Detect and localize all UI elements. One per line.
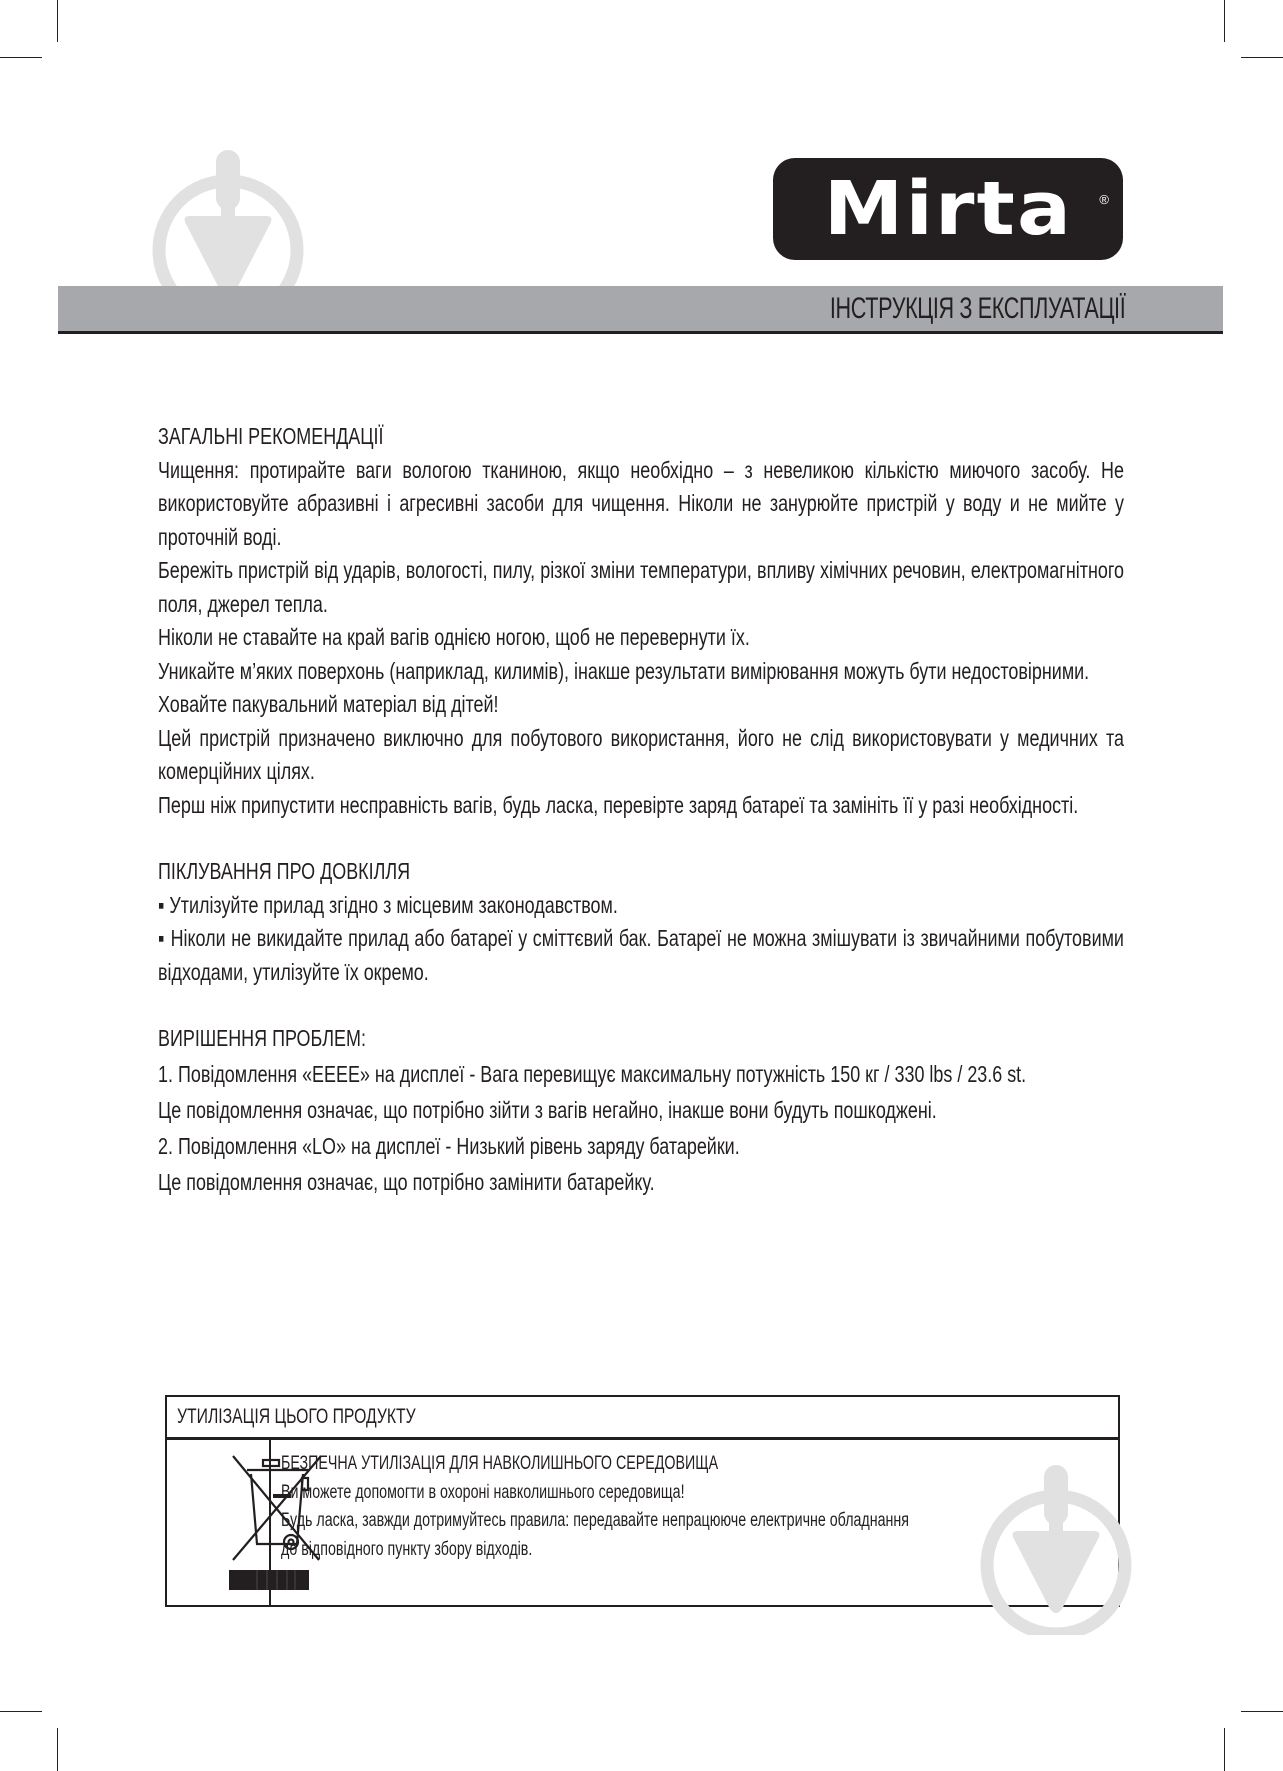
- icon-cell: [167, 1440, 271, 1605]
- crop-mark: [1224, 1728, 1225, 1771]
- section-heading: ВИРІШЕННЯ ПРОБЛЕМ:: [158, 1025, 366, 1051]
- paragraph: Ховайте пакувальний матеріал від дітей!: [158, 691, 499, 717]
- paragraph: Уникайте м’яких поверхонь (наприклад, килимів), інакше результати вимірювання можуть бути недостовірними.: [158, 657, 1090, 684]
- bullet-item: ▪ Утилізуйте прилад згідно з місцевим законодавством.: [158, 891, 618, 918]
- paragraph: Ніколи не ставайте на край вагів однією ногою, щоб не перевернути їх.: [158, 624, 750, 650]
- disposal-text-cell: [271, 1440, 1118, 1605]
- registered-mark: ®: [1099, 192, 1109, 207]
- page-title: ІНСТРУКЦІЯ З ЕКСПЛУАТАЦІЇ: [829, 292, 1125, 325]
- table-header-label: УТИЛІЗАЦІЯ ЦЬОГО ПРОДУКТУ: [177, 1405, 416, 1428]
- crop-mark: [57, 0, 58, 42]
- disposal-line: Ви можете допомогти в охороні навколишнього середовища!: [280, 1481, 685, 1503]
- table-header: [167, 1397, 1118, 1440]
- general-section: [158, 420, 1124, 1200]
- troubleshooting-line: Це повідомлення означає, що потрібно замінити батарейку.: [158, 1168, 655, 1195]
- section-heading: ПІКЛУВАННЯ ПРО ДОВКІЛЛЯ: [158, 858, 411, 884]
- crop-mark: [1241, 57, 1283, 58]
- crop-mark: [1241, 1711, 1283, 1712]
- crop-mark: [57, 1728, 58, 1771]
- troubleshooting-line: 2. Повідомлення «LO» на дисплеї - Низький рівень заряду батарейки.: [158, 1132, 740, 1159]
- disposal-heading: БЕЗПЕЧНА УТИЛІЗАЦІЯ ДЛЯ НАВКОЛИШНЬОГО СЕРЕДОВИЩА: [280, 1453, 718, 1474]
- disposal-table: [165, 1395, 1120, 1607]
- crop-mark: [0, 57, 42, 58]
- paragraph: Чищення: протирайте ваги вологою тканиною, якщо необхідно – з невеликою кількістю миючого засобу. Не використовуйте абразивні і агресивні засоби для чищення. Ніколи не занурюйте пристрій у воду и не мийте у проточній воді.: [158, 456, 1124, 550]
- troubleshooting-line: 1. Повідомлення «EEEE» на дисплеї - Вага перевищує максимальну потужність 150 кг / 330 lbs / 23.6 st.: [158, 1060, 1027, 1087]
- brand-logo-text: Mirta: [823, 166, 1073, 252]
- manual-content: [158, 420, 1124, 1200]
- brand-logo: [773, 158, 1123, 260]
- paragraph: Перш ніж припустити несправність вагів, будь ласка, перевірте заряд батареї та замініть її у разі необхідності.: [158, 791, 1079, 818]
- bullet-item: ▪ Ніколи не викидайте прилад або батареї у сміттєвий бак. Батареї не можна змішувати із звичайними побутовими відходами, утилізуйте їх окремо.: [158, 925, 1124, 985]
- paragraph: Цей пристрій призначено виключно для побутового використання, його не слід використовувати у медичних та комерційних цілях.: [158, 724, 1124, 784]
- paragraph: Бережіть пристрій від ударів, вологості, пилу, різкої зміни температури, впливу хімічних речовин, електромагнітного поля, джерел тепла.: [158, 557, 1124, 617]
- troubleshooting-line: Це повідомлення означає, що потрібно зійти з вагів негайно, інакше вони будуть пошкоджені.: [158, 1096, 937, 1123]
- title-band: [58, 286, 1223, 334]
- crop-mark: [0, 1711, 42, 1712]
- table-body: [167, 1440, 1118, 1605]
- disposal-line: до відповідного пункту збору відходів.: [280, 1538, 532, 1560]
- section-heading: ЗАГАЛЬНІ РЕКОМЕНДАЦІЇ: [158, 423, 384, 449]
- crop-mark: [1224, 0, 1225, 42]
- disposal-line: Будь ласка, завжди дотримуйтесь правила: передавайте непрацююче електричне обладнання: [280, 1510, 909, 1531]
